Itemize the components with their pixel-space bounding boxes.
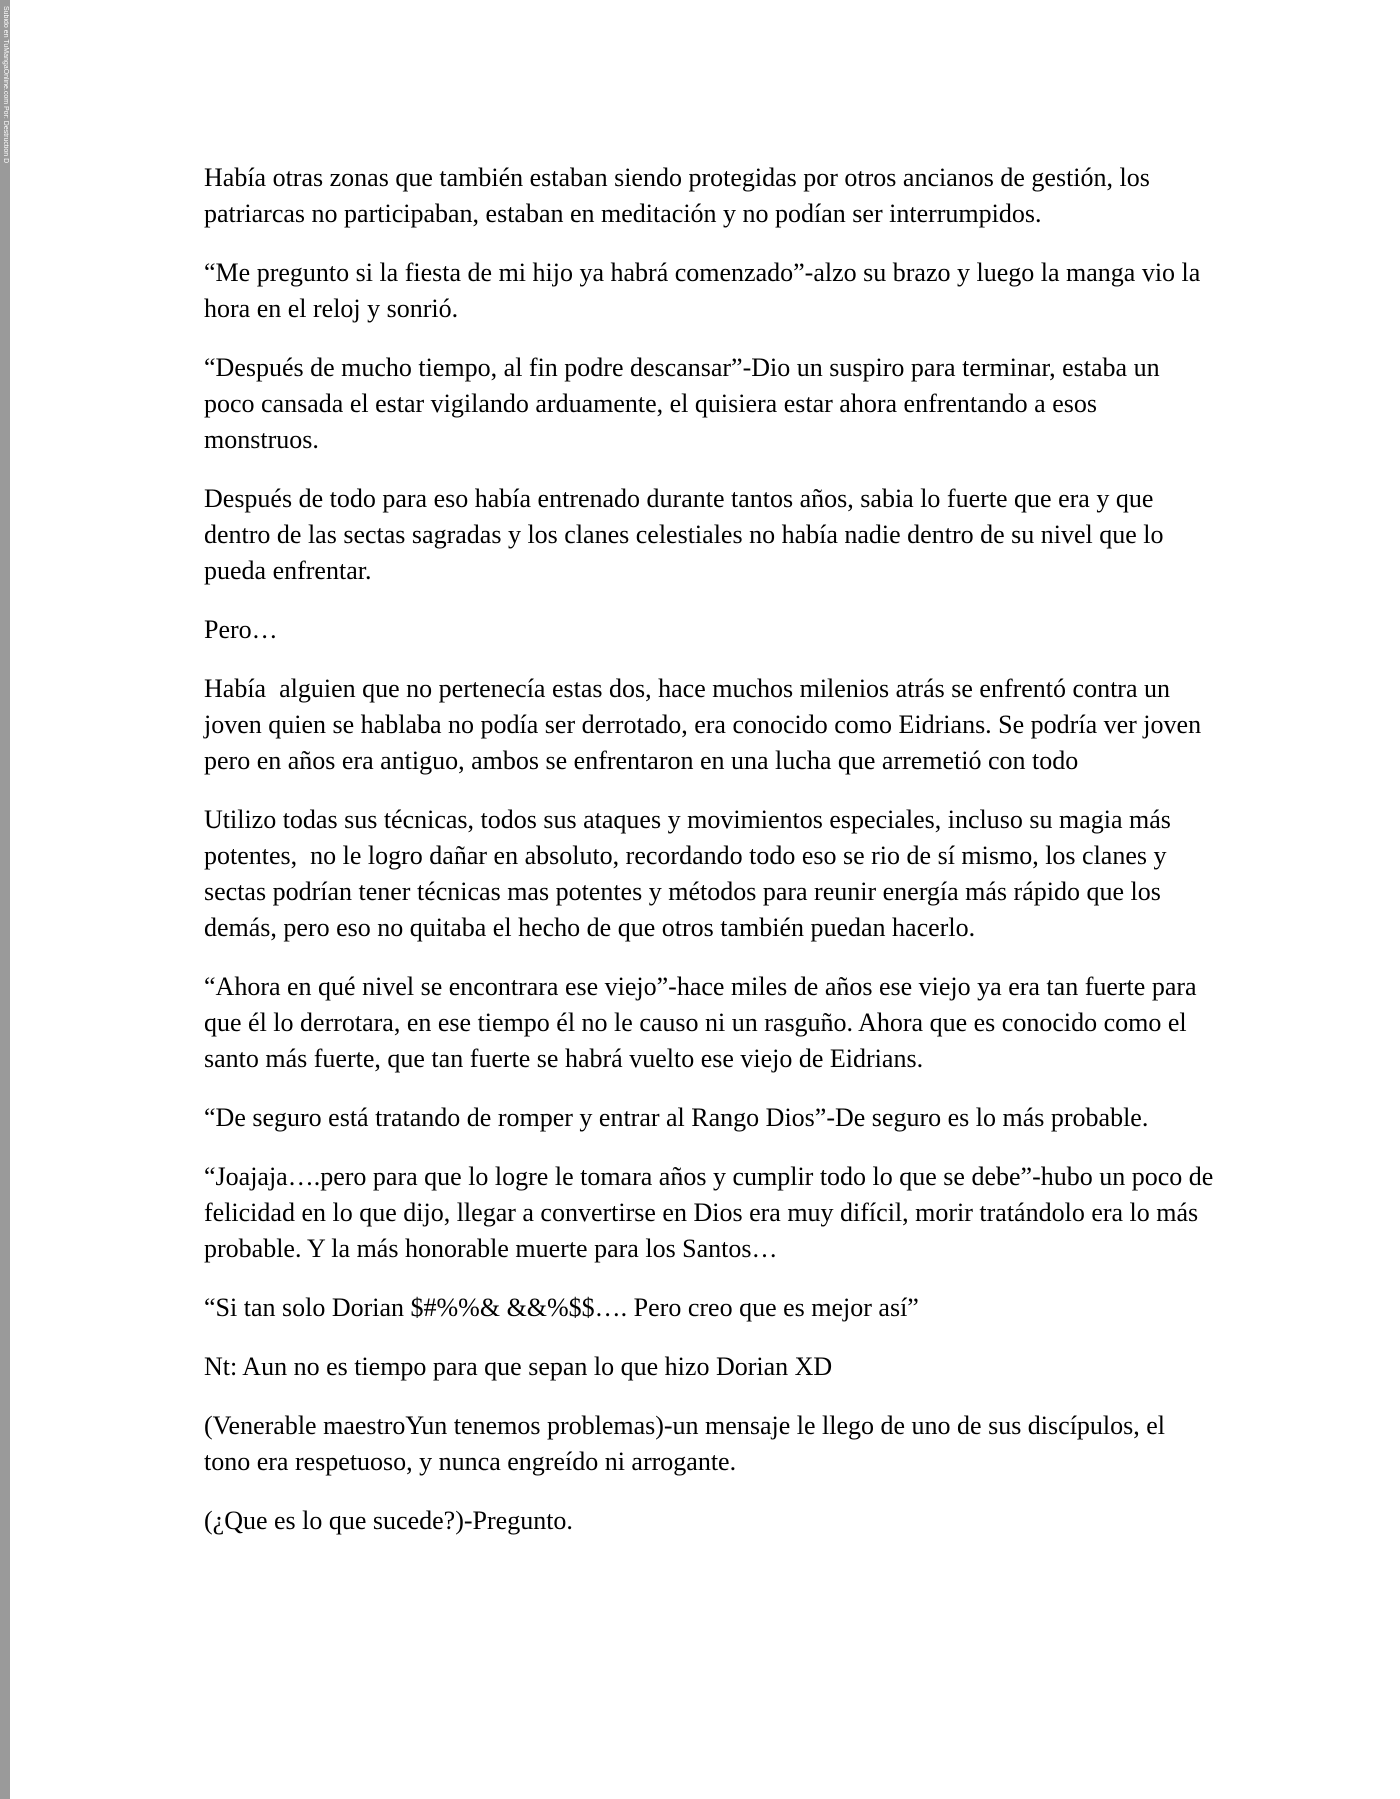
document-body bbox=[204, 160, 1220, 1562]
paragraph: “Ahora en qué nivel se encontrara ese viejo”-hace miles de años ese viejo ya era tan fuerte para que él lo derrotara, en ese tiempo él no le causo ni un rasguño. Ahora que es conocido como el santo más fuerte, que tan fuerte se habrá vuelto ese viejo de Eidrians. bbox=[204, 972, 1204, 1073]
paragraph: “Me pregunto si la fiesta de mi hijo ya habrá comenzado”-alzo su brazo y luego la manga vio la hora en el reloj y sonrió. bbox=[204, 258, 1207, 323]
upload-watermark: Subido en TuMangaOnline.com Por: Destruction D bbox=[2, 6, 9, 164]
paragraph: “Joajaja….pero para que lo logre le tomara años y cumplir todo lo que se debe”-hubo un poco de felicidad en lo que dijo, llegar a convertirse en Dios era muy difícil, morir tratándolo era lo más probable. Y la más honorable muerte para los Santos… bbox=[204, 1162, 1220, 1263]
paragraph: Había alguien que no pertenecía estas dos, hace muchos milenios atrás se enfrentó contra un joven quien se hablaba no podía ser derrotado, era conocido como Eidrians. Se podría ver joven pero en años era antiguo, ambos se enfrentaron en una lucha que arremetió con todo bbox=[204, 674, 1208, 775]
paragraph: Pero… bbox=[204, 615, 278, 644]
left-margin-strip bbox=[0, 0, 10, 1799]
paragraph: Utilizo todas sus técnicas, todos sus ataques y movimientos especiales, incluso su magia más potentes, no le logro dañar en absoluto, recordando todo eso se rio de sí mismo, los clanes y sectas podrían tener técnicas mas potentes y métodos para reunir energía más rápido que los demás, pero eso no quitaba el hecho de que otros también puedan hacerlo. bbox=[204, 805, 1178, 942]
paragraph: (¿Que es lo que sucede?)-Pregunto. bbox=[204, 1506, 573, 1535]
paragraph: Después de todo para eso había entrenado durante tantos años, sabia lo fuerte que era y que dentro de las sectas sagradas y los clanes celestiales no había nadie dentro de su nivel que lo pueda enfrentar. bbox=[204, 484, 1171, 585]
paragraph: “Después de mucho tiempo, al fin podre descansar”-Dio un suspiro para terminar, estaba un poco cansada el estar vigilando arduamente, el quisiera estar ahora enfrentando a esos monstruos. bbox=[204, 353, 1167, 454]
paragraph: Había otras zonas que también estaban siendo protegidas por otros ancianos de gestión, los patriarcas no participaban, estaban en meditación y no podían ser interrumpidos. bbox=[204, 163, 1157, 228]
paragraph: (Venerable maestroYun tenemos problemas)-un mensaje le llego de uno de sus discípulos, el tono era respetuoso, y nunca engreído ni arrogante. bbox=[204, 1411, 1172, 1476]
translator-note: Nt: Aun no es tiempo para que sepan lo que hizo Dorian XD bbox=[204, 1352, 833, 1381]
paragraph: “Si tan solo Dorian $#%%& &&%$$…. Pero creo que es mejor así” bbox=[204, 1293, 919, 1322]
paragraph: “De seguro está tratando de romper y entrar al Rango Dios”-De seguro es lo más probable. bbox=[204, 1103, 1149, 1132]
